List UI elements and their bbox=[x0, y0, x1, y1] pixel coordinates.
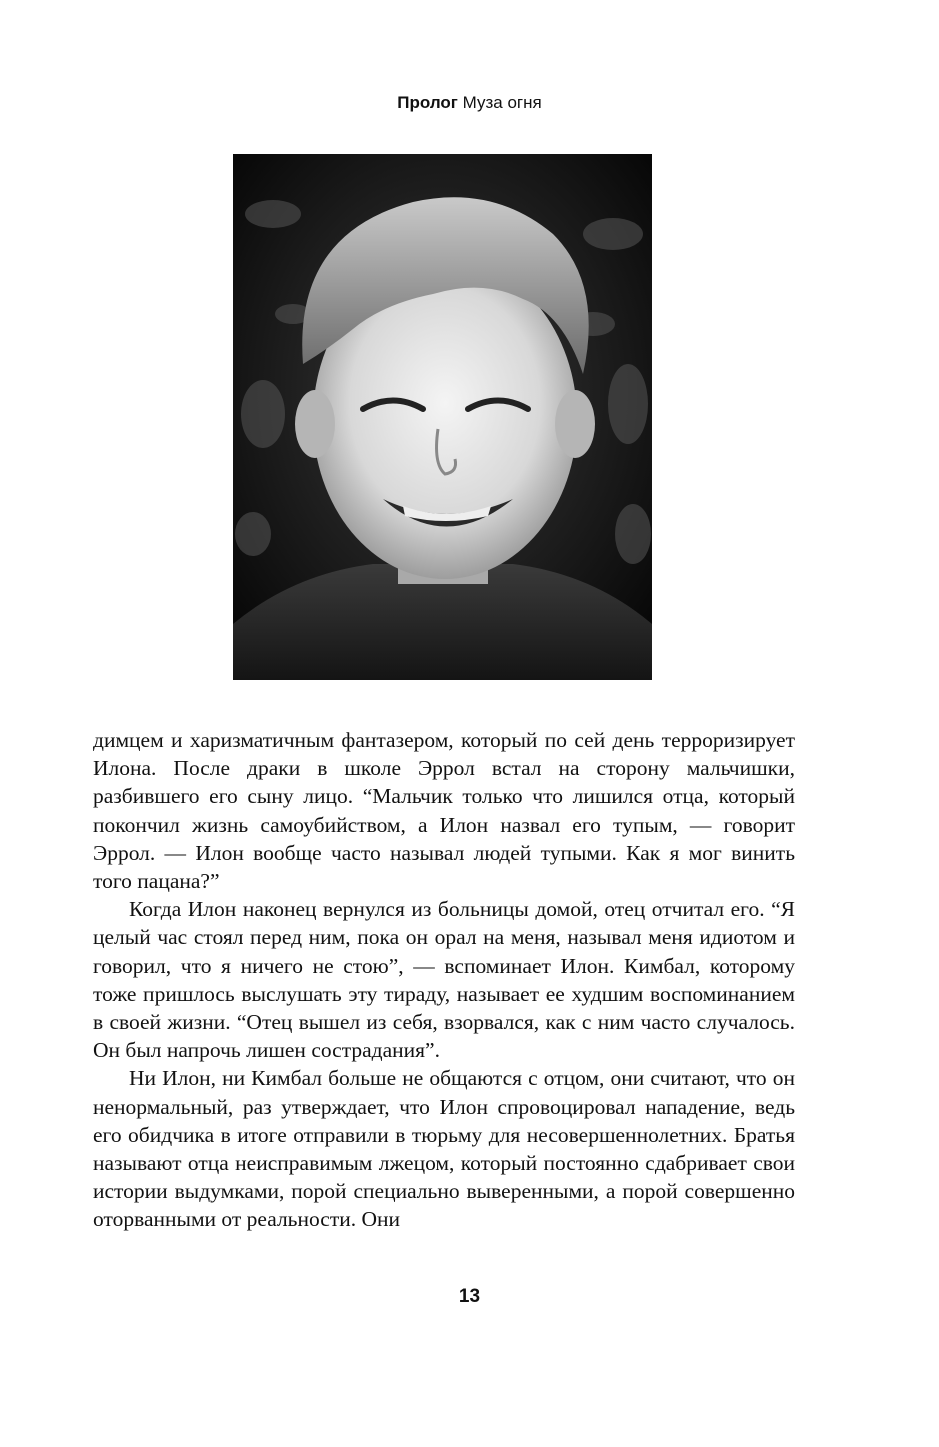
paragraph: Ни Илон, ни Кимбал больше не общаются с отцом, они считают, что он ненормальный, раз утверждает, что Илон спровоцировал нападение, ведь его обидчика в итоге отправили в тюрьму для несовершеннолетних. Братья называют отца неисправимым лжецом, который постоянно сдабривает свои истории выдумками, порой специально выверенными, а порой совершенно оторванными от реальности. Они bbox=[93, 1066, 795, 1232]
chapter-label: Пролог bbox=[397, 93, 458, 112]
chapter-title: Муза огня bbox=[462, 93, 542, 112]
paragraph: димцем и харизматичным фантазером, который по сей день терроризирует Илона. После драки в школе Эррол встал на сторону мальчишки, разбившего его сыну лицо. “Мальчик только что лишился отца, который покончил жизнь самоубийством, а Илон назвал его тупым, — говорит Эррол. — Илон вообще часто называл людей тупыми. Как я мог винить того пацана?” bbox=[93, 728, 795, 894]
running-head bbox=[0, 93, 939, 113]
body-text bbox=[93, 726, 795, 1234]
page-number: 13 bbox=[458, 1286, 481, 1307]
child-portrait-photo bbox=[233, 154, 652, 680]
paragraph: Когда Илон наконец вернулся из больницы домой, отец отчитал его. “Я целый час стоял перед ним, пока он орал на меня, называл меня идиотом и говорил, что я ничего не стою”, — вспоминает Илон. Кимбал, которому тоже пришлось выслушать эту тираду, называет ее худшим воспоминанием в своей жизни. “Отец вышел из себя, взорвался, как с ним часто случалось. Он был напрочь лишен сострадания”. bbox=[93, 897, 795, 1063]
